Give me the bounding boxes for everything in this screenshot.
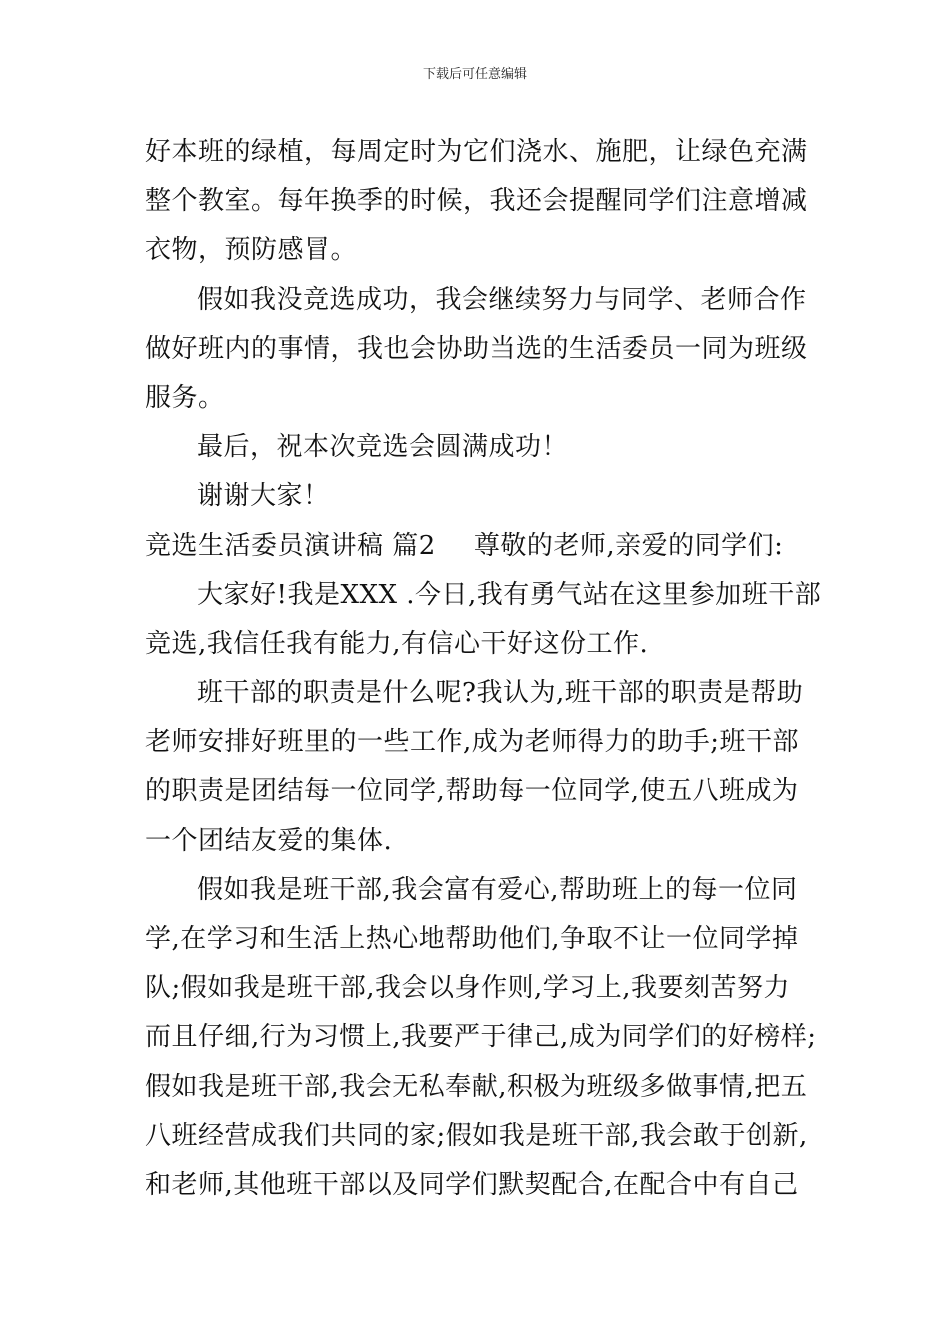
body-line: 假如我是班干部,我会富有爱心,帮助班上的每一位同 — [197, 874, 798, 905]
body-line: 衣物，预防感冒。 — [145, 235, 358, 266]
body-line: 一个团结友爱的集体. — [145, 825, 393, 856]
body-line: 和老师,其他班干部以及同学们默契配合,在配合中有自己 — [145, 1169, 799, 1200]
body-line: 假如我没竞选成功，我会继续努力与同学、老师合作 — [197, 284, 807, 315]
body-line: 假如我是班干部,我会无私奉献,积极为班级多做事情,把五 — [145, 1071, 808, 1102]
section-title: 竞选生活委员演讲稿 篇2 — [145, 530, 436, 561]
body-line: 队;假如我是班干部,我会以身作则,学习上,我要刻苦努力 — [145, 973, 791, 1004]
body-line: 竞选,我信任我有能力,有信心干好这份工作. — [145, 628, 649, 659]
page-header: 下载后可任意编辑 — [422, 67, 527, 82]
body-line: 八班经营成我们共同的家;假如我是班干部,我会敢于创新, — [145, 1120, 808, 1151]
body-line: 最后，祝本次竞选会圆满成功！ — [197, 432, 569, 463]
body-line: 服务。 — [145, 382, 225, 413]
body-line: 的职责是团结每一位同学,帮助每一位同学,使五八班成为 — [145, 776, 799, 807]
body-line: 班干部的职责是什么呢?我认为,班干部的职责是帮助 — [197, 678, 804, 709]
body-line: 学,在学习和生活上热心地帮助他们,争取不让一位同学掉 — [145, 924, 799, 954]
section-heading — [145, 522, 815, 571]
document-body — [145, 128, 822, 1210]
body-line: 做好班内的事情，我也会协助当选的生活委员一同为班级 — [145, 333, 808, 364]
body-line: 好本班的绿植，每周定时为它们浇水、施肥，让绿色充满 — [145, 137, 808, 167]
body-line: 整个教室。每年换季的时候，我还会提醒同学们注意增减 — [145, 186, 808, 217]
section-greeting: 尊敬的老师,亲爱的同学们: — [473, 530, 784, 561]
body-line: 谢谢大家！ — [197, 481, 330, 512]
body-line: 大家好!我是XXX .今日,我有勇气站在这里参加班干部 — [197, 579, 822, 610]
body-line: 老师安排好班里的一些工作,成为老师得力的助手;班干部 — [145, 727, 800, 758]
body-line: 而且仔细,行为习惯上,我要严于律己,成为同学们的好榜样; — [145, 1022, 817, 1053]
